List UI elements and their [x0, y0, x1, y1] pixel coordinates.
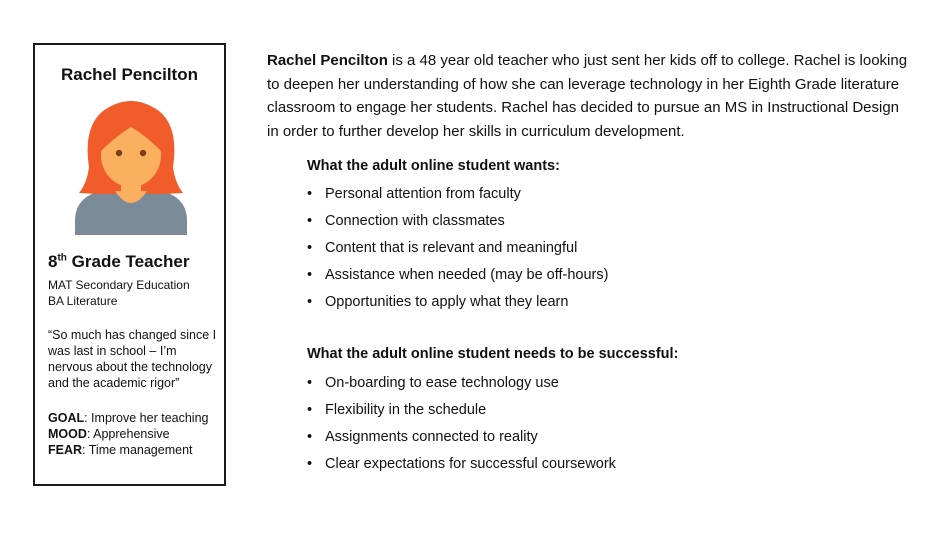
- fact-fear: FEAR: Time management: [48, 443, 193, 457]
- intro-text: is a 48 year old teacher who just sent her kids off to college. Rachel is looking to deepen her understanding of how she can leverage technology in her Eighth Grade literature classroom to engage her students. Rachel has decided to pursue an MS in Instructional Design in order to further develop her skills in curriculum development.: [267, 52, 908, 140]
- bullet-icon: •: [307, 402, 313, 418]
- bullet-icon: •: [307, 267, 313, 283]
- persona-quote: “So much has changed since I was last in school – I’m nervous about the technology and the academic rigor”: [48, 328, 217, 390]
- list-item: • Personal attention from faculty: [307, 186, 521, 202]
- list-item: • Content that is relevant and meaningful: [307, 240, 578, 256]
- list-item: • On-boarding to ease technology use: [307, 375, 559, 391]
- education-line: BA Literature: [48, 294, 118, 308]
- list-item: • Clear expectations for successful coursework: [307, 456, 616, 472]
- list-item: • Flexibility in the schedule: [307, 402, 487, 418]
- wants-list: [307, 184, 608, 319]
- bullet-icon: •: [307, 375, 313, 391]
- needs-list: [307, 373, 616, 481]
- bullet-icon: •: [307, 456, 313, 472]
- bullet-icon: •: [307, 429, 313, 445]
- list-item: • Opportunities to apply what they learn: [307, 294, 569, 310]
- education-line: MAT Secondary Education: [48, 278, 190, 292]
- intro-name: Rachel Pencilton: [267, 52, 388, 69]
- list-item: • Assistance when needed (may be off-hours): [307, 267, 609, 283]
- bullet-icon: •: [307, 186, 313, 202]
- persona-role: 8th Grade Teacher: [48, 252, 190, 271]
- needs-heading: What the adult online student needs to be successful:: [307, 346, 679, 362]
- persona-card: [33, 43, 226, 486]
- persona-education: [48, 277, 190, 309]
- intro-paragraph: [267, 49, 912, 143]
- fact-goal: GOAL: Improve her teaching: [48, 411, 209, 425]
- woman-avatar-icon: [75, 97, 187, 235]
- persona-facts: [48, 410, 208, 458]
- bullet-icon: •: [307, 213, 313, 229]
- list-item: • Connection with classmates: [307, 213, 505, 229]
- list-item: • Assignments connected to reality: [307, 429, 538, 445]
- persona-name: Rachel Pencilton: [61, 65, 198, 84]
- bullet-icon: •: [307, 240, 313, 256]
- bullet-icon: •: [307, 294, 313, 310]
- wants-heading: What the adult online student wants:: [307, 158, 560, 174]
- fact-mood: MOOD: Apprehensive: [48, 427, 170, 441]
